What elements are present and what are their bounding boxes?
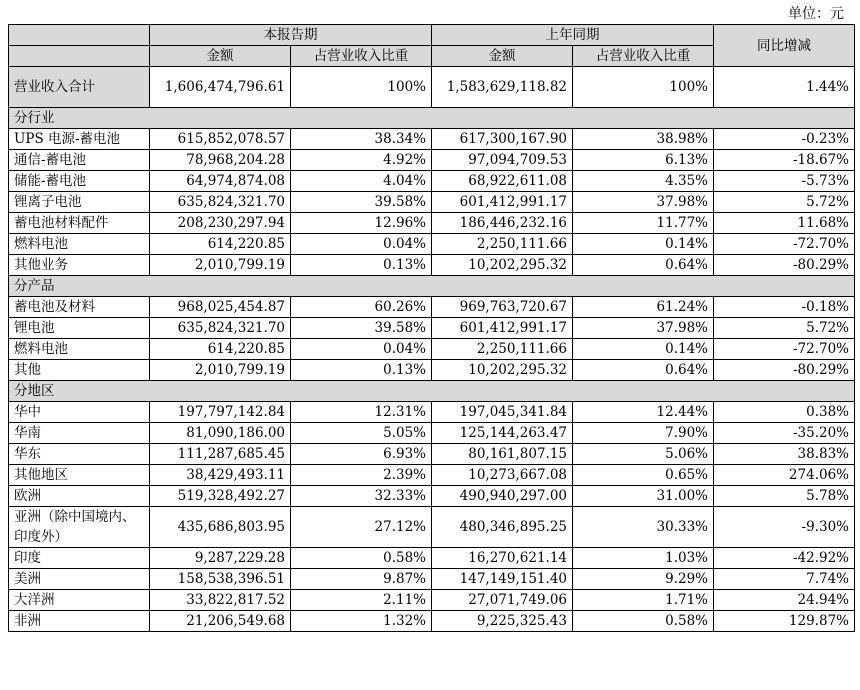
table-row	[9, 339, 855, 360]
prev-amount-cell: 10,202,295.32	[432, 255, 573, 276]
prev-amount-cell: 617,300,167.90	[432, 129, 573, 150]
prev-share-cell: 0.65%	[573, 465, 714, 486]
cur-share-cell: 0.58%	[291, 548, 432, 569]
prev-amount-cell: 601,412,991.17	[432, 318, 573, 339]
yoy-change-cell: 24.94%	[714, 590, 855, 611]
prev-amount-cell: 27,071,749.06	[432, 590, 573, 611]
row-label: 锂离子电池	[9, 192, 150, 213]
row-label: 印度	[9, 548, 150, 569]
cur-amount-cell: 635,824,321.70	[150, 192, 291, 213]
prev-amount-cell: 10,273,667.08	[432, 465, 573, 486]
prev-share-cell: 5.06%	[573, 444, 714, 465]
prev-share-cell: 61.24%	[573, 297, 714, 318]
header-corner	[9, 25, 150, 46]
yoy-change-cell: -80.29%	[714, 255, 855, 276]
table-row	[9, 255, 855, 276]
table-row	[9, 150, 855, 171]
prev-share-cell: 9.29%	[573, 569, 714, 590]
yoy-change-cell: -72.70%	[714, 234, 855, 255]
table-row	[9, 611, 855, 632]
table-row	[9, 590, 855, 611]
row-label: 通信-蓄电池	[9, 150, 150, 171]
section-header-row	[9, 381, 855, 402]
prev-amount-cell: 10,202,295.32	[432, 360, 573, 381]
table-row	[9, 129, 855, 150]
yoy-change-cell: -80.29%	[714, 360, 855, 381]
table-row	[9, 234, 855, 255]
prev-amount-cell: 68,922,611.08	[432, 171, 573, 192]
cur-amount-cell: 615,852,078.57	[150, 129, 291, 150]
cur-amount-cell: 64,974,874.08	[150, 171, 291, 192]
cur-amount-cell: 968,025,454.87	[150, 297, 291, 318]
yoy-change-cell: 11.68%	[714, 213, 855, 234]
row-label: 美洲	[9, 569, 150, 590]
cur-amount-cell: 81,090,186.00	[150, 423, 291, 444]
row-label: 燃料电池	[9, 339, 150, 360]
prev-share-cell: 37.98%	[573, 318, 714, 339]
cur-share-cell: 39.58%	[291, 318, 432, 339]
prev-amount-cell: 80,161,807.15	[432, 444, 573, 465]
table-row	[9, 569, 855, 590]
prev-amount-cell: 2,250,111.66	[432, 339, 573, 360]
section-header-row	[9, 276, 855, 297]
prev-share-cell: 0.14%	[573, 234, 714, 255]
row-label: 蓄电池材料配件	[9, 213, 150, 234]
cur-share-cell: 12.31%	[291, 402, 432, 423]
prev-share-cell: 11.77%	[573, 213, 714, 234]
cur-amount-cell: 78,968,204.28	[150, 150, 291, 171]
table-row	[9, 507, 855, 548]
yoy-change-cell: -5.73%	[714, 171, 855, 192]
table-row	[9, 423, 855, 444]
prev-amount-cell: 125,144,263.47	[432, 423, 573, 444]
cur-amount-cell: 2,010,799.19	[150, 255, 291, 276]
prev-amount-cell: 186,446,232.16	[432, 213, 573, 234]
prev-amount-cell: 969,763,720.67	[432, 297, 573, 318]
yoy-change-cell: 274.06%	[714, 465, 855, 486]
cur-share-cell: 39.58%	[291, 192, 432, 213]
yoy-change-cell: -72.70%	[714, 339, 855, 360]
cur-share-cell: 4.04%	[291, 171, 432, 192]
cur-share-cell: 5.05%	[291, 423, 432, 444]
header-prev-amount: 金额	[432, 46, 573, 67]
cur-amount-cell: 435,686,803.95	[150, 507, 291, 548]
row-label: UPS 电源-蓄电池	[9, 129, 150, 150]
unit-label: 单位：元	[788, 6, 844, 22]
row-label: 其他	[9, 360, 150, 381]
yoy-change-cell: 7.74%	[714, 569, 855, 590]
total-label: 营业收入合计	[9, 67, 150, 108]
cur-amount-cell: 614,220.85	[150, 234, 291, 255]
prev-amount-cell: 480,346,895.25	[432, 507, 573, 548]
total-row	[9, 67, 855, 108]
cur-amount-cell: 9,287,229.28	[150, 548, 291, 569]
header-cur-amount: 金额	[150, 46, 291, 67]
cur-share-cell: 12.96%	[291, 213, 432, 234]
yoy-change-cell: 129.87%	[714, 611, 855, 632]
yoy-change-cell: -35.20%	[714, 423, 855, 444]
cur-share-cell: 32.33%	[291, 486, 432, 507]
cur-share-cell: 2.39%	[291, 465, 432, 486]
prev-share-cell: 12.44%	[573, 402, 714, 423]
yoy-change-cell: -42.92%	[714, 548, 855, 569]
prev-share-cell: 0.14%	[573, 339, 714, 360]
prev-share-cell: 1.03%	[573, 548, 714, 569]
cur-amount-cell: 111,287,685.45	[150, 444, 291, 465]
cur-share-cell: 9.87%	[291, 569, 432, 590]
revenue-table	[8, 24, 855, 632]
yoy-change-cell: 5.72%	[714, 192, 855, 213]
row-label: 大洋洲	[9, 590, 150, 611]
prev-share-cell: 0.64%	[573, 255, 714, 276]
prev-amount-cell: 147,149,151.40	[432, 569, 573, 590]
cur-amount-cell: 21,206,549.68	[150, 611, 291, 632]
cur-amount-cell: 635,824,321.70	[150, 318, 291, 339]
yoy-change-cell: -0.23%	[714, 129, 855, 150]
header-corner-2	[9, 46, 150, 67]
cur-amount-cell: 197,797,142.84	[150, 402, 291, 423]
cur-share-cell: 38.34%	[291, 129, 432, 150]
prev-amount-cell: 2,250,111.66	[432, 234, 573, 255]
table-row	[9, 548, 855, 569]
yoy-change-cell: 5.72%	[714, 318, 855, 339]
cur-share-cell: 2.11%	[291, 590, 432, 611]
table-row	[9, 360, 855, 381]
row-label: 燃料电池	[9, 234, 150, 255]
cur-amount-cell: 158,538,396.51	[150, 569, 291, 590]
cur-share-cell: 60.26%	[291, 297, 432, 318]
prev-amount-cell: 9,225,325.43	[432, 611, 573, 632]
cur-share-cell: 0.04%	[291, 339, 432, 360]
table-row	[9, 297, 855, 318]
row-label: 华南	[9, 423, 150, 444]
yoy-change-cell: 38.83%	[714, 444, 855, 465]
cur-amount-cell: 208,230,297.94	[150, 213, 291, 234]
row-label: 储能-蓄电池	[9, 171, 150, 192]
cur-amount-cell: 519,328,492.27	[150, 486, 291, 507]
total-cur-share: 100%	[291, 67, 432, 108]
prev-share-cell: 1.71%	[573, 590, 714, 611]
prev-share-cell: 0.64%	[573, 360, 714, 381]
cur-amount-cell: 614,220.85	[150, 339, 291, 360]
row-label: 华东	[9, 444, 150, 465]
prev-amount-cell: 16,270,621.14	[432, 548, 573, 569]
prev-amount-cell: 601,412,991.17	[432, 192, 573, 213]
table-row	[9, 444, 855, 465]
total-prev-share: 100%	[573, 67, 714, 108]
prev-amount-cell: 490,940,297.00	[432, 486, 573, 507]
row-label: 非洲	[9, 611, 150, 632]
row-label: 蓄电池及材料	[9, 297, 150, 318]
table-row	[9, 465, 855, 486]
table-row	[9, 402, 855, 423]
prev-share-cell: 37.98%	[573, 192, 714, 213]
total-cur-amount: 1,606,474,796.61	[150, 67, 291, 108]
table-row	[9, 171, 855, 192]
row-label: 其他业务	[9, 255, 150, 276]
cur-share-cell: 4.92%	[291, 150, 432, 171]
total-prev-amount: 1,583,629,118.82	[432, 67, 573, 108]
prev-share-cell: 6.13%	[573, 150, 714, 171]
prev-share-cell: 30.33%	[573, 507, 714, 548]
yoy-change-cell: 5.78%	[714, 486, 855, 507]
row-label: 锂电池	[9, 318, 150, 339]
header-prior-period: 上年同期	[432, 25, 714, 46]
prev-share-cell: 0.58%	[573, 611, 714, 632]
header-row-1	[9, 25, 855, 46]
section-title: 分行业	[9, 108, 855, 129]
row-label: 华中	[9, 402, 150, 423]
section-header-row	[9, 108, 855, 129]
yoy-change-cell: -18.67%	[714, 150, 855, 171]
yoy-change-cell: -9.30%	[714, 507, 855, 548]
cur-amount-cell: 2,010,799.19	[150, 360, 291, 381]
section-title: 分产品	[9, 276, 855, 297]
cur-share-cell: 0.13%	[291, 255, 432, 276]
prev-amount-cell: 97,094,709.53	[432, 150, 573, 171]
cur-share-cell: 27.12%	[291, 507, 432, 548]
table-row	[9, 486, 855, 507]
prev-share-cell: 38.98%	[573, 129, 714, 150]
table-row	[9, 213, 855, 234]
cur-share-cell: 0.13%	[291, 360, 432, 381]
prev-share-cell: 4.35%	[573, 171, 714, 192]
table-row	[9, 318, 855, 339]
total-change: 1.44%	[714, 67, 855, 108]
cur-amount-cell: 33,822,817.52	[150, 590, 291, 611]
row-label: 其他地区	[9, 465, 150, 486]
cur-amount-cell: 38,429,493.11	[150, 465, 291, 486]
prev-share-cell: 31.00%	[573, 486, 714, 507]
yoy-change-cell: 0.38%	[714, 402, 855, 423]
row-label: 欧洲	[9, 486, 150, 507]
yoy-change-cell: -0.18%	[714, 297, 855, 318]
cur-share-cell: 0.04%	[291, 234, 432, 255]
cur-share-cell: 6.93%	[291, 444, 432, 465]
cur-share-cell: 1.32%	[291, 611, 432, 632]
table-row	[9, 192, 855, 213]
header-yoy-change: 同比增减	[714, 25, 855, 67]
header-prev-share: 占营业收入比重	[573, 46, 714, 67]
section-title: 分地区	[9, 381, 855, 402]
header-cur-share: 占营业收入比重	[291, 46, 432, 67]
header-current-period: 本报告期	[150, 25, 432, 46]
prev-amount-cell: 197,045,341.84	[432, 402, 573, 423]
prev-share-cell: 7.90%	[573, 423, 714, 444]
row-label: 亚洲（除中国境内、印度外）	[9, 507, 150, 548]
